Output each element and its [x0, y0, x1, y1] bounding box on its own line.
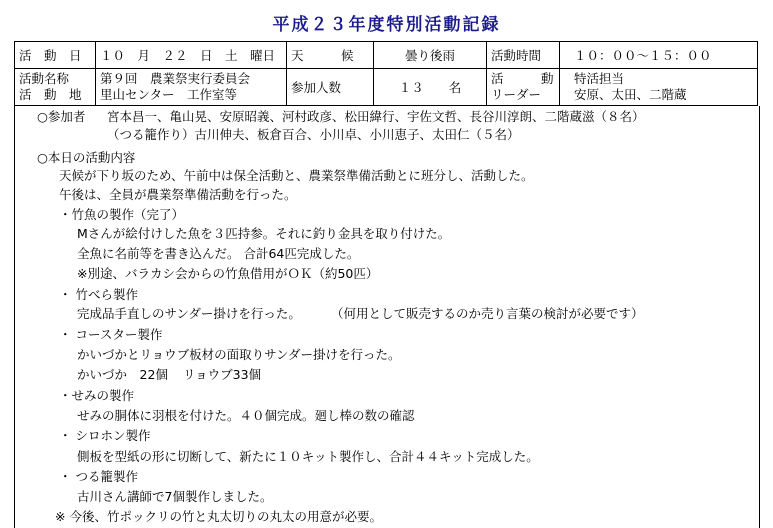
item-line: Mさんが絵付けした魚を３匹持参。それに釣り金具を取り付けた。: [77, 226, 451, 241]
item-line: 古川さん講師で7個製作しました。: [77, 489, 273, 504]
weather-value: 曇り後雨: [374, 42, 487, 69]
item-note: （何用として販売するのか売り言葉の検討が必要です）: [331, 306, 644, 321]
weather-label: 天 候: [287, 42, 374, 69]
header-row-1: [15, 42, 758, 69]
name-place-label: 活動名称 活 動 地: [15, 69, 96, 106]
header-table: [14, 41, 758, 106]
participants-heading: ○参加者: [37, 109, 86, 124]
item-line: かいづかとリョウブ板材の面取りサンダー掛けを行った。: [77, 347, 401, 362]
future-note: ※ 今後、竹ポックリの竹と丸太切りの丸太の用意が必要。: [55, 509, 382, 524]
item-line: 全魚に名前等を書き込んだ。 合計64匹完成した。: [77, 246, 360, 261]
page-title: 平成２３年度特別活動記録: [272, 15, 501, 35]
date-label: 活 動 日: [15, 42, 96, 69]
item-title-coaster: ・ コースター製作: [59, 327, 163, 342]
item-title-bamboo-fish: ・竹魚の製作（完了）: [59, 207, 185, 222]
report-body: [14, 106, 760, 528]
item-line: せみの胴体に羽根を付けた。４０個完成。廻し棒の数の確認: [77, 408, 415, 423]
intro-line-1: 天候が下り坂のため、午前中は保全活動と、農業祭準備活動とに班分し、活動した。: [59, 168, 534, 183]
participants-line-2: （つる籠作り）古川伸夫、板倉百合、小川卓、小川恵子、太田仁（５名）: [107, 127, 520, 142]
header-row-2: [15, 69, 758, 106]
count-value: １３ 名: [374, 69, 487, 106]
count-label: 参加人数: [287, 69, 374, 106]
item-line: リョウブ33個: [183, 367, 262, 382]
item-title-vine-basket: ・ つる籠製作: [59, 469, 138, 484]
item-line: 完成品手直しのサンダー掛けを行った。: [77, 306, 301, 321]
intro-line-2: 午後は、全員が農業祭準備活動を行った。: [59, 187, 297, 202]
leader-label: 活 動 リーダー: [487, 69, 560, 106]
item-title-xylophone: ・ シロホン製作: [59, 428, 151, 443]
activity-heading: ○本日の活動内容: [37, 150, 136, 165]
time-label: 活動時間: [487, 42, 560, 69]
item-title-bamboo-spatula: ・ 竹べら製作: [59, 287, 138, 302]
name-place-value: 第９回 農業祭実行委員会 里山センター 工作室等: [96, 69, 287, 106]
leader-value: 特活担当 安原、太田、二階蔵: [560, 69, 758, 106]
item-line: 側板を型紙の形に切断して、新たに１０キット製作し、合計４４キット完成した。: [77, 449, 539, 464]
item-title-cicada: ・せみの製作: [59, 388, 135, 403]
date-value: １０ 月 ２２ 日 土 曜日: [96, 42, 287, 69]
item-line: ※別途、バラカシ会からの竹魚借用がＯＫ（約50匹）: [77, 266, 379, 281]
time-value: １０：００～１５：００: [560, 42, 758, 69]
participants-line-1: 宮本昌一、亀山晃、安原昭義、河村政彦、松田緯行、宇佐文哲、長谷川淳朗、二階蔵滋（８名）: [107, 109, 645, 124]
item-line: かいづか 22個: [77, 367, 168, 382]
